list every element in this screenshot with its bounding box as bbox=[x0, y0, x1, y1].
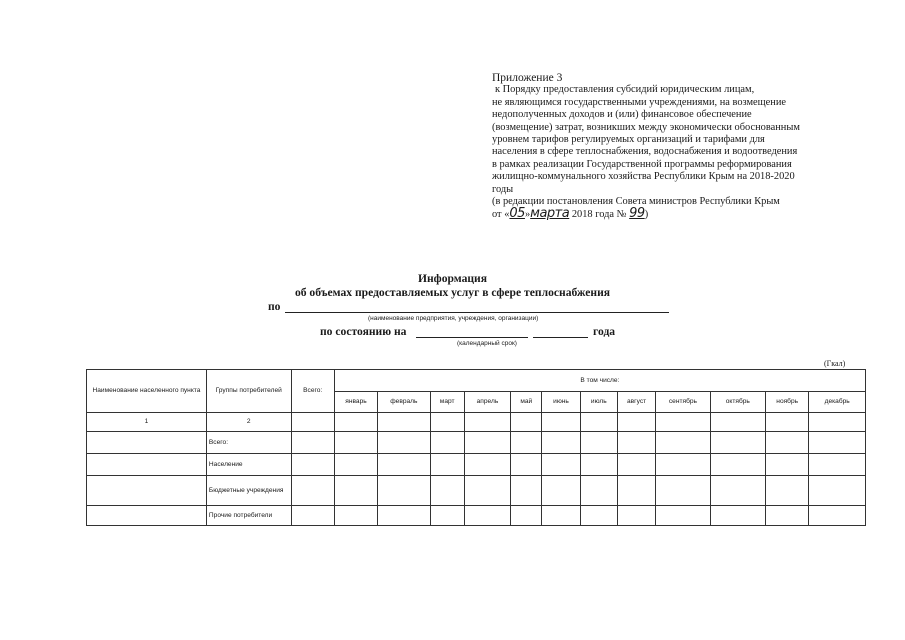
period-line-1 bbox=[416, 337, 528, 338]
annex-line: недополученных доходов и (или) финансовое обеспечение bbox=[492, 109, 752, 121]
heat-supply-table bbox=[86, 369, 866, 526]
table-row bbox=[87, 476, 866, 506]
index-row bbox=[87, 413, 866, 432]
annex-line: годы bbox=[492, 183, 514, 195]
month-header: декабрь bbox=[809, 392, 866, 413]
month-header: апрель bbox=[464, 392, 510, 413]
doc-title: Информация bbox=[417, 272, 488, 285]
header-groups: Группы потребителей bbox=[206, 370, 291, 413]
doc-number-handwritten: 99 bbox=[629, 206, 645, 222]
header-total: Всего: bbox=[291, 370, 334, 413]
month-header: март bbox=[430, 392, 464, 413]
month-header: июнь bbox=[542, 392, 580, 413]
annex-line: уровнем тарифов регулируемых организаций и тарифами для bbox=[492, 134, 765, 146]
doc-subtitle: об объемах предоставляемых услуг в сфере теплоснабжения bbox=[294, 286, 611, 299]
month-header: февраль bbox=[378, 392, 430, 413]
table-row bbox=[87, 454, 866, 476]
date-suffix: ) bbox=[644, 209, 649, 221]
annex-line: (возмещение) затрат, возникших между экономически обоснованным bbox=[492, 121, 800, 133]
annex-line: к Порядку предоставления субсидий юридическим лицам, bbox=[495, 84, 755, 96]
row-label-other: Прочие потребители bbox=[206, 506, 291, 526]
month-header: июль bbox=[580, 392, 617, 413]
table-row bbox=[87, 432, 866, 454]
annex-date-line bbox=[492, 208, 892, 221]
state-label: по состоянию на bbox=[320, 325, 407, 338]
annex-title: Приложение 3 bbox=[492, 72, 563, 84]
table-row bbox=[87, 506, 866, 526]
annex-line: не являющимся государственными учреждениями, на возмещение bbox=[492, 96, 787, 108]
month-header: май bbox=[511, 392, 542, 413]
period-caption: (календарный срок) bbox=[457, 340, 517, 347]
row-label-population: Население bbox=[206, 454, 291, 476]
annex-line: в рамках реализации Государственной программы реформирования bbox=[492, 158, 792, 170]
date-day-handwritten: 05 bbox=[509, 206, 525, 222]
annex-note bbox=[492, 72, 892, 222]
header-including: В том числе: bbox=[334, 370, 865, 392]
index-cell: 2 bbox=[206, 413, 291, 432]
date-month-handwritten: марта bbox=[530, 206, 570, 222]
date-prefix: от « bbox=[492, 209, 510, 221]
period-line-2 bbox=[533, 337, 588, 338]
row-label-budget: Бюджетные учреждения bbox=[206, 476, 291, 506]
index-cell: 1 bbox=[87, 413, 207, 432]
annex-line: населения в сфере теплоснабжения, водоснабжения и водоотведения bbox=[492, 146, 798, 158]
month-header: октябрь bbox=[710, 392, 765, 413]
month-header: сентябрь bbox=[656, 392, 710, 413]
po-label: по bbox=[268, 300, 281, 313]
org-caption: (наименование предприятия, учреждения, организации) bbox=[368, 315, 539, 322]
org-name-line bbox=[285, 312, 669, 313]
row-label-total: Всего: bbox=[206, 432, 291, 454]
annex-line: (в редакции постановления Совета министров Республики Крым bbox=[492, 196, 780, 208]
annex-line: жилищно-коммунального хозяйства Республики Крым на 2018-2020 bbox=[492, 171, 795, 183]
unit-label: (Гкал) bbox=[824, 359, 846, 368]
date-mid: » bbox=[524, 209, 531, 221]
date-year: 2018 года № bbox=[571, 209, 627, 221]
year-label: года bbox=[593, 325, 616, 338]
month-header: январь bbox=[334, 392, 377, 413]
month-header: август bbox=[617, 392, 655, 413]
header-settlement: Наименование населенного пункта bbox=[87, 370, 207, 413]
month-header: ноябрь bbox=[766, 392, 809, 413]
